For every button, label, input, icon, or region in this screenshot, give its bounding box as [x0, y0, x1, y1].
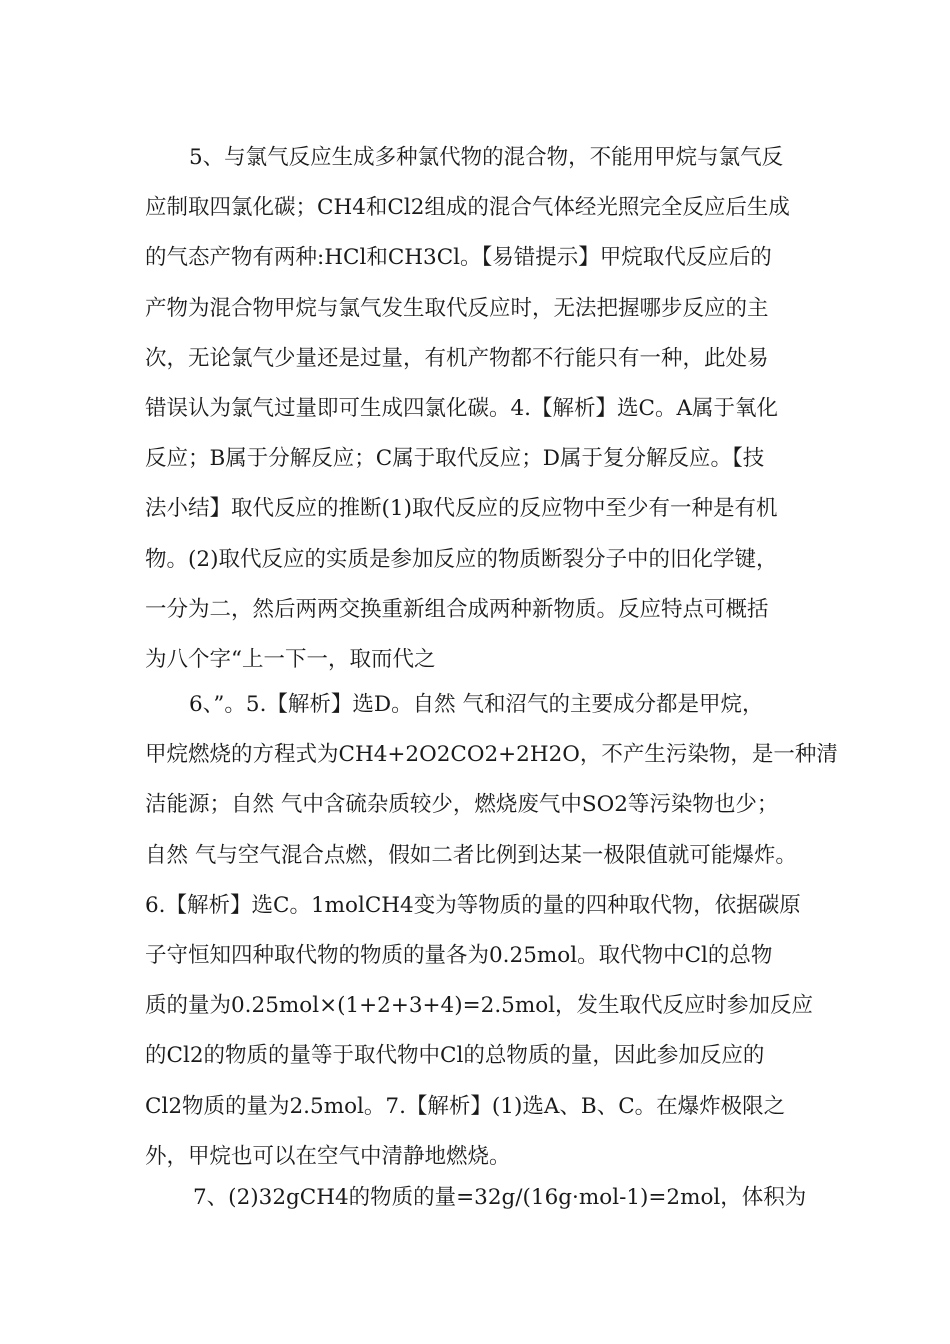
paragraph-line: 的Cl2的物质的量等于取代物中Cl的总物质的量，因此参加反应的	[145, 1043, 765, 1069]
paragraph-line: 6.【解析】选C。1molCH4变为等物质的量的四种取代物，依据碳原	[145, 892, 801, 918]
paragraph-line: 甲烷燃烧的方程式为CH4+2O2CO2+2H2O，不产生污染物，是一种清	[145, 742, 838, 768]
paragraph-line: 外，甲烷也可以在空气中清静地燃烧。	[145, 1143, 511, 1169]
paragraph-line: 产物为混合物甲烷与氯气发生取代反应时，无法把握哪步反应的主	[145, 295, 769, 321]
paragraph-line: 次，无论氯气少量还是过量，有机产物都不行能只有一种，此处易	[145, 345, 769, 371]
paragraph-line: 6、”。5.【解析】选D。自然 气和沼气的主要成分都是甲烷，	[189, 692, 764, 717]
paragraph-line: 洁能源；自然 气中含硫杂质较少，燃烧废气中SO2等污染物也少；	[145, 792, 779, 818]
paragraph-line: 5、与氯气反应生成多种氯代物的混合物，不能用甲烷与氯气反	[189, 145, 784, 170]
paragraph-line: 一分为二，然后两两交换重新组合成两种新物质。反应特点可概括	[145, 596, 769, 622]
paragraph-line: 7、(2)32gCH4的物质的量=32g/(16g·mol-1)=2mol，体积为	[193, 1185, 807, 1210]
paragraph-line: 应制取四氯化碳；CH4和Cl2组成的混合气体经光照完全反应后生成	[145, 195, 790, 221]
paragraph-line: Cl2物质的量为2.5mol。7.【解析】(1)选A、B、C。在爆炸极限之	[145, 1093, 786, 1119]
paragraph-line: 法小结】取代反应的推断(1)取代反应的反应物中至少有一种是有机	[145, 496, 778, 522]
paragraph-line: 子守恒知四种取代物的物质的量各为0.25mol。取代物中Cl的总物	[145, 942, 773, 968]
paragraph-line: 反应；B属于分解反应；C属于取代反应；D属于复分解反应。【技	[145, 446, 765, 472]
paragraph-line: 质的量为0.25mol×(1+2+3+4)=2.5mol，发生取代反应时参加反应	[145, 993, 814, 1019]
paragraph-line: 自然 气与空气混合点燃，假如二者比例到达某一极限值就可能爆炸。	[145, 842, 797, 868]
paragraph-line: 物。(2)取代反应的实质是参加反应的物质断裂分子中的旧化学键，	[145, 546, 778, 572]
paragraph-line: 错误认为氯气过量即可生成四氯化碳。4.【解析】选C。A属于氧化	[145, 395, 778, 421]
paragraph-line: 的气态产物有两种:HCl和CH3Cl。【易错提示】甲烷取代反应后的	[145, 245, 772, 271]
paragraph-line: 为八个字“上一下一，取而代之	[145, 646, 436, 672]
paragraph-7	[145, 1173, 825, 1223]
paragraph-6	[145, 680, 838, 1182]
paragraph-5	[145, 133, 825, 685]
